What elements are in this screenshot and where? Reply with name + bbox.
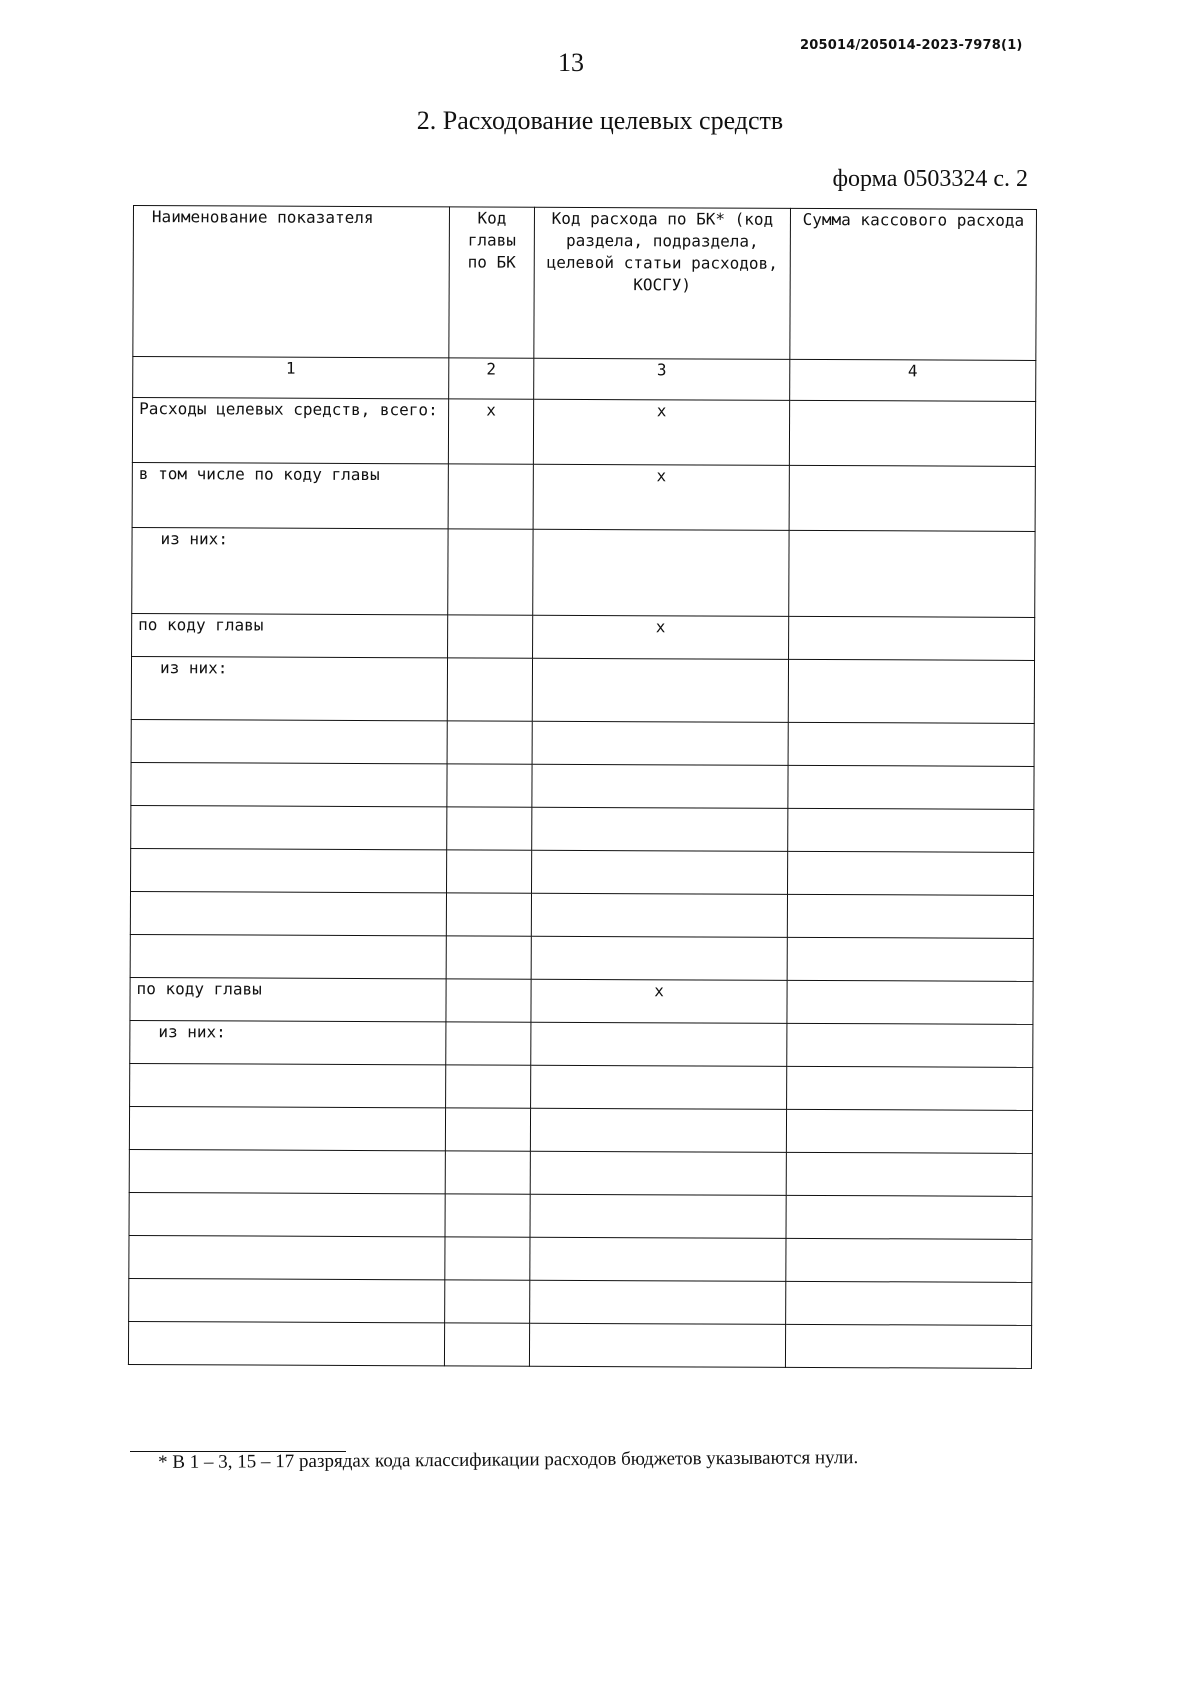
table-row-empty: [130, 1063, 1033, 1110]
table-cell: [529, 1323, 785, 1367]
table-cell: [787, 1023, 1033, 1067]
table-cell: [131, 805, 447, 849]
table-row-of-them: [132, 527, 1035, 617]
table-cell: [788, 765, 1034, 809]
page-number: 13: [558, 48, 584, 77]
table-cell: [788, 659, 1034, 723]
table-cell: [447, 721, 532, 764]
header-chapter-code: Код главы по БК: [449, 207, 535, 358]
header-row: [133, 206, 1037, 361]
table-cell: [787, 851, 1033, 895]
table-cell: [786, 1109, 1032, 1153]
table-cell: [447, 658, 532, 721]
table-cell: [531, 893, 787, 937]
table-cell: [787, 894, 1033, 938]
table-row-empty: [131, 805, 1034, 852]
table-cell: [787, 980, 1033, 1024]
table-cell: [446, 893, 531, 936]
column-number-row: [133, 357, 1036, 402]
table-cell: [128, 1321, 444, 1365]
table-cell: [445, 1194, 530, 1237]
including-chapter-code-cell: [448, 464, 533, 529]
table-cell: [530, 1280, 786, 1324]
table-cell: [445, 1108, 530, 1151]
table-cell: [131, 848, 447, 892]
table-cell: [446, 979, 531, 1022]
table-row-empty: [128, 1321, 1031, 1368]
table-cell: [447, 850, 532, 893]
column-number: 4: [790, 359, 1036, 401]
table-cell: [448, 615, 533, 658]
including-sum-cell: [789, 465, 1035, 531]
header-indicator-name: Наименование показателя: [133, 206, 450, 358]
table-cell: [532, 764, 788, 808]
table-row-empty: [129, 1192, 1032, 1239]
table-cell: [530, 1108, 786, 1152]
table-cell: [129, 1192, 445, 1236]
table-row-chapter: [132, 613, 1035, 660]
table-cell: [444, 1323, 529, 1366]
table-cell: [129, 1278, 445, 1322]
table-cell: [446, 1022, 531, 1065]
table-cell: [129, 1106, 445, 1150]
table-row-empty: [129, 1278, 1032, 1325]
table-cell: [785, 1324, 1031, 1368]
total-sum-cell: [789, 400, 1035, 466]
table-cell: [130, 934, 446, 978]
table-row-chapter: [130, 977, 1033, 1024]
table-cell: [786, 1195, 1032, 1239]
table-cell: [533, 529, 789, 616]
table-cell: [530, 1151, 786, 1195]
table-cell: [129, 1149, 445, 1193]
column-number: 1: [133, 357, 449, 399]
table-cell: [446, 1065, 531, 1108]
table-cell: [532, 807, 788, 851]
by-chapter-label: по коду главы: [132, 613, 448, 657]
table-cell: [530, 1194, 786, 1238]
table-row-empty: [131, 848, 1034, 895]
table-row-of-them: [130, 1020, 1033, 1067]
table-row-empty: [129, 1106, 1032, 1153]
of-them-label: из них:: [131, 656, 447, 720]
table-cell: [788, 722, 1034, 766]
table-row-empty: [129, 1149, 1032, 1196]
table-cell: [446, 936, 531, 979]
table-cell: [532, 721, 788, 765]
table-cell: [530, 1237, 786, 1281]
table-cell: [445, 1280, 530, 1323]
by-chapter-label: по коду главы: [130, 977, 446, 1021]
table-cell: [787, 1066, 1033, 1110]
table-cell: [532, 850, 788, 894]
document-id: 205014/205014-2023-7978(1): [800, 38, 1023, 53]
column-number: 2: [449, 358, 534, 399]
table-row-empty: [129, 1235, 1032, 1282]
table-cell: [789, 530, 1035, 617]
table-cell: [131, 762, 447, 806]
table-row-total: [132, 398, 1035, 467]
table-cell: [445, 1151, 530, 1194]
total-expense-code-cell: x: [533, 399, 789, 465]
table-cell: [531, 936, 787, 980]
expenditure-table: [128, 205, 1037, 1369]
table-row-including: [132, 462, 1035, 531]
table-row-of-them: [131, 656, 1034, 723]
table-cell: [786, 1152, 1032, 1196]
table-cell: [532, 658, 788, 722]
table-cell: [130, 891, 446, 935]
total-chapter-code-cell: x: [448, 399, 533, 464]
header-expense-code: Код расхода по БК* (код раздела, подраздела, целевой статьи расходов, КОСГУ): [534, 207, 791, 359]
table-row-empty: [131, 762, 1034, 809]
header-cash-expense-sum: Сумма кассового расхода: [790, 208, 1037, 360]
form-label: форма 0503324 с. 2: [832, 166, 1028, 192]
table-cell: [129, 1235, 445, 1279]
table-row-empty: [130, 934, 1033, 981]
footnote: * В 1 – 3, 15 – 17 разрядах кода классификации расходов бюджетов указываются нули.: [158, 1447, 859, 1473]
of-them-label: из них:: [132, 527, 448, 614]
table-cell: [445, 1237, 530, 1280]
table-cell: [531, 1022, 787, 1066]
column-number: 3: [534, 358, 790, 400]
including-expense-code-cell: x: [533, 464, 789, 530]
table-cell: [786, 1281, 1032, 1325]
chapter-expense-code-cell: x: [531, 979, 787, 1023]
table-row-empty: [131, 719, 1034, 766]
section-title: 2. Расходование целевых средств: [416, 106, 784, 135]
table-cell: [789, 616, 1035, 660]
of-them-label: из них:: [130, 1020, 446, 1064]
table-cell: [448, 529, 533, 615]
including-by-chapter-label: в том числе по коду главы: [132, 462, 448, 528]
table-cell: [447, 807, 532, 850]
table-cell: [788, 808, 1034, 852]
table-row-empty: [130, 891, 1033, 938]
table-cell: [786, 1238, 1032, 1282]
table-cell: [131, 719, 447, 763]
table-cell: [531, 1065, 787, 1109]
table-cell: [130, 1063, 446, 1107]
total-expenses-label: Расходы целевых средств, всего:: [132, 398, 448, 464]
table-cell: [787, 937, 1033, 981]
chapter-expense-code-cell: x: [533, 615, 789, 659]
table-cell: [447, 764, 532, 807]
